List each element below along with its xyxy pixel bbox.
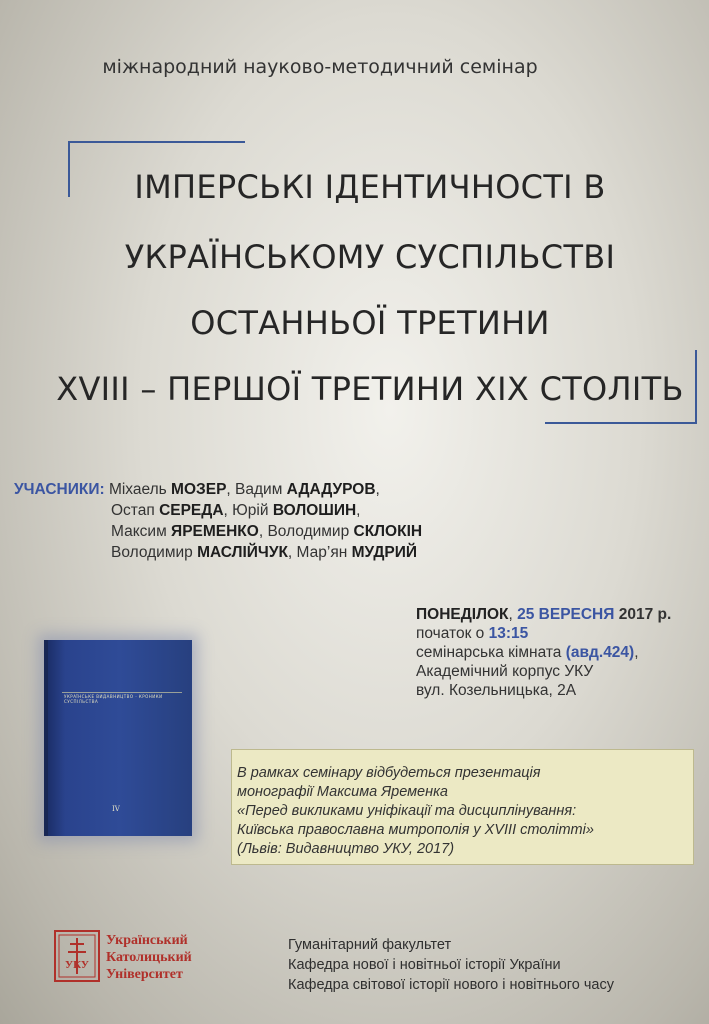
participants-line-2: Остап СЕРЕДА, Юрій ВОЛОШИН, bbox=[111, 502, 361, 519]
university-name-line-1: Український bbox=[106, 933, 188, 948]
participant-first-name: Юрій bbox=[232, 502, 269, 519]
title-line-4: XVIII – ПЕРШОЇ ТРЕТИНИ XIX СТОЛІТЬ bbox=[56, 370, 684, 408]
title-line-2: УКРАЇНСЬКОМУ СУСПІЛЬСТВІ bbox=[124, 238, 616, 276]
participant-first-name: Володимир bbox=[267, 523, 350, 540]
participants-line-4: Володимир МАСЛІЙЧУК, Мар’ян МУДРИЙ bbox=[111, 544, 418, 561]
logo-letters: УКУ bbox=[65, 959, 89, 971]
participants-block bbox=[14, 479, 422, 563]
book-volume-number: IV bbox=[112, 805, 120, 813]
university-name-line-3: Університет bbox=[106, 967, 183, 982]
event-details bbox=[416, 605, 671, 700]
participant-last-name: ЯРЕМЕНКО bbox=[171, 523, 259, 540]
presentation-line: Київська православна митрополія у XVIII столітті» bbox=[237, 822, 594, 838]
participant-first-name: Максим bbox=[111, 523, 167, 540]
event-year: 2017 р. bbox=[618, 606, 672, 623]
event-room-label: семінарська кімната bbox=[416, 644, 562, 661]
participant-last-name: МУДРИЙ bbox=[351, 544, 418, 561]
faculty-line: Кафедра нової і новітньої історії України bbox=[288, 957, 561, 973]
event-date: 25 ВЕРЕСНЯ bbox=[517, 606, 615, 623]
event-day: ПОНЕДІЛОК bbox=[416, 606, 509, 623]
presentation-line: «Перед викликами уніфікації та дисциплінування: bbox=[237, 803, 577, 819]
university-name-line-2: Католицький bbox=[106, 950, 192, 965]
seminar-subtitle: міжнародний науково-методичний семінар bbox=[102, 56, 538, 78]
participant-last-name: АДАДУРОВ bbox=[286, 481, 376, 498]
participant-first-name: Володимир bbox=[111, 544, 193, 561]
participant-last-name: ВОЛОШИН bbox=[272, 502, 357, 519]
participants-line-1: УЧАСНИКИ: Міхаель МОЗЕР, Вадим АДАДУРОВ, bbox=[14, 481, 380, 498]
title-line-1: ІМПЕРСЬКІ ІДЕНТИЧНОСТІ В bbox=[134, 168, 606, 206]
title-line-3: ОСТАННЬОЇ ТРЕТИНИ bbox=[190, 304, 550, 342]
event-room: (авд.424) bbox=[565, 644, 635, 661]
faculty-line: Гуманітарний факультет bbox=[288, 937, 452, 953]
presentation-line: (Львів: Видавництво УКУ, 2017) bbox=[237, 841, 455, 857]
participant-first-name: Міхаель bbox=[108, 481, 167, 498]
participant-first-name: Вадим bbox=[235, 481, 283, 498]
book-cover-title: УКРАЇНСЬКЕ ВИДАВНИЦТВО · КРОНИКИ СУСПІЛЬСТВА bbox=[64, 694, 163, 704]
participant-first-name: Мар’ян bbox=[296, 544, 348, 561]
participant-first-name: Остап bbox=[111, 502, 155, 519]
participant-last-name: СКЛОКІН bbox=[353, 523, 423, 540]
event-date-line: ПОНЕДІЛОК, 25 ВЕРЕСНЯ 2017 р. bbox=[416, 606, 672, 623]
faculty-line: Кафедра світової історії нового і новітнього часу bbox=[288, 977, 614, 993]
book-cover-image bbox=[44, 640, 192, 836]
participant-last-name: МАСЛІЙЧУК bbox=[197, 544, 288, 561]
event-address: вул. Козельницька, 2А bbox=[416, 682, 577, 699]
presentation-note bbox=[231, 749, 694, 865]
participants-label: УЧАСНИКИ: bbox=[14, 481, 105, 498]
book-cover-band bbox=[62, 692, 182, 693]
event-start-label: початок о bbox=[416, 625, 485, 642]
ucu-logo-icon bbox=[52, 928, 102, 984]
university-name bbox=[106, 932, 192, 983]
presentation-line: В рамках семінару відбудеться презентація bbox=[237, 765, 541, 781]
presentation-line: монографії Максима Яременка bbox=[237, 784, 448, 800]
participant-last-name: МОЗЕР bbox=[171, 481, 227, 498]
event-start-time: 13:15 bbox=[488, 625, 529, 642]
event-building: Академічний корпус УКУ bbox=[416, 663, 594, 680]
faculty-block bbox=[288, 935, 614, 995]
participant-last-name: СЕРЕДА bbox=[159, 502, 224, 519]
participants-line-3: Максим ЯРЕМЕНКО, Володимир СКЛОКІН bbox=[111, 523, 423, 540]
event-room-line: семінарська кімната (авд.424), bbox=[416, 644, 639, 661]
event-start-line bbox=[416, 624, 671, 643]
